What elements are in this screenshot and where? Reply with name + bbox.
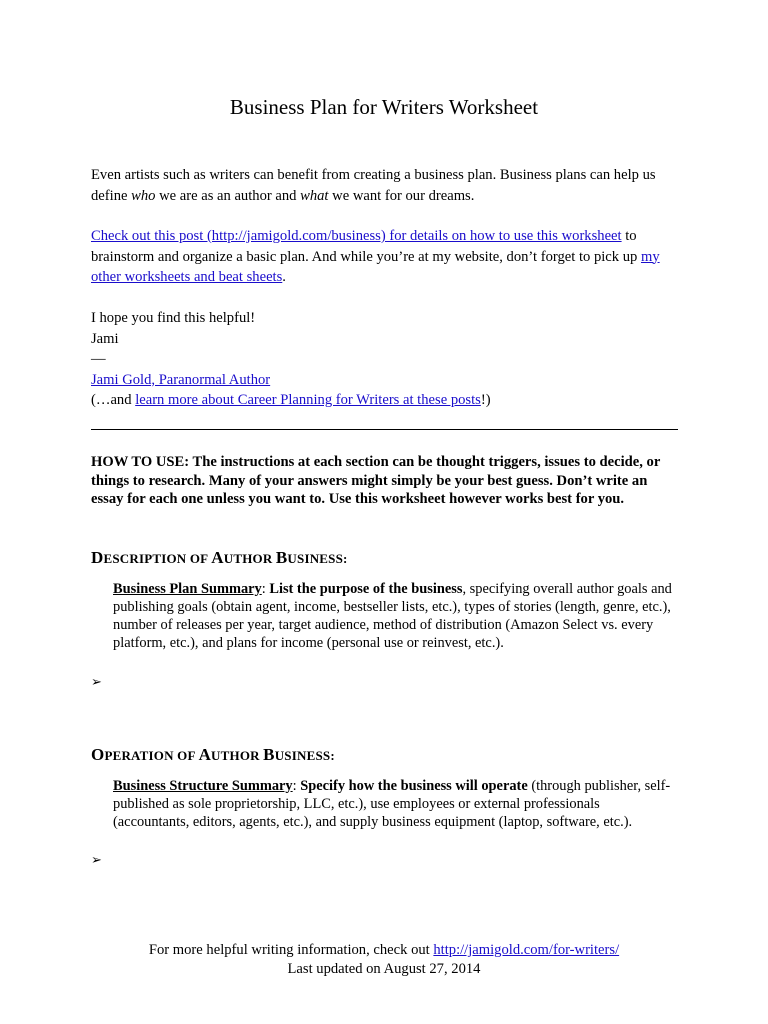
business-structure-summary bbox=[113, 777, 673, 831]
more-text-end: !) bbox=[480, 392, 491, 408]
links-text-mid: to brainstorm and organize a basic plan. And while you’re at my website, don’t forget to pick up bbox=[91, 228, 641, 265]
intro-paragraph bbox=[91, 165, 681, 206]
summary-bold: Specify how the business will operate bbox=[300, 778, 528, 794]
label-colon: : bbox=[292, 778, 301, 794]
for-writers-link[interactable]: http://jamigold.com/for-writers/ bbox=[433, 942, 620, 958]
more-text-start: (…and bbox=[91, 392, 136, 408]
label-colon: : bbox=[261, 581, 270, 597]
how-to-use-instructions: HOW TO USE: The instructions at each section can be thought triggers, issues to decide, or things to research. Many of your answers might simply be your best guess. Don’t write an essay for each one unless you want to. Use this worksheet however works best for you. bbox=[91, 454, 661, 507]
intro-text-mid: we are as an author and bbox=[155, 187, 301, 204]
links-paragraph bbox=[91, 226, 681, 288]
heading-initial: A bbox=[198, 745, 212, 764]
career-planning-link[interactable]: learn more about Career Planning for Writers at these posts bbox=[135, 392, 481, 408]
page-title: Business Plan for Writers Worksheet bbox=[229, 95, 539, 119]
footer-text: For more helpful writing information, check out bbox=[148, 942, 434, 958]
footer bbox=[0, 941, 768, 979]
section-heading-description bbox=[91, 548, 348, 568]
heading-smallcaps: PERATION OF bbox=[104, 748, 199, 763]
business-plan-summary bbox=[113, 580, 673, 652]
summary-label: Business Plan Summary bbox=[113, 581, 262, 597]
business-post-link[interactable]: Check out this post (http://jamigold.com/business) for details on how to use this worksheet bbox=[91, 228, 622, 244]
summary-bold: List the purpose of the business bbox=[269, 581, 463, 597]
heading-initial: B bbox=[263, 745, 275, 764]
summary-text: (through publisher, self-published as sole proprietorship, LLC, etc.), use employees or external professionals (accountants, editors, agents, etc.), and supply business equipment (laptop, software, etc.). bbox=[113, 778, 671, 830]
divider bbox=[91, 429, 678, 430]
summary-text: , specifying overall author goals and publishing goals (obtain agent, income, bestseller lists, etc.), types of stories (length, genre, etc.), number of releases per year, target audience, method of distribution (Amazon Select vs. every platform, etc.), and plans for income (personal use or reinvest, etc.). bbox=[113, 581, 672, 651]
intro-emphasis-what: what bbox=[300, 187, 329, 204]
signoff-name: Jami bbox=[91, 330, 119, 347]
heading-initial: D bbox=[91, 548, 104, 567]
author-link[interactable]: Jami Gold, Paranormal Author bbox=[91, 371, 271, 388]
heading-initial: A bbox=[211, 548, 224, 567]
worksheets-link[interactable]: my other worksheets and beat sheets bbox=[91, 248, 660, 285]
intro-emphasis-who: who bbox=[131, 187, 156, 204]
heading-smallcaps: USINESS: bbox=[287, 551, 348, 566]
heading-smallcaps: ESCRIPTION OF bbox=[103, 551, 212, 566]
last-updated: Last updated on August 27, 2014 bbox=[287, 961, 481, 977]
signoff bbox=[91, 308, 681, 411]
intro-text-start: Even artists such as writers can benefit from creating a business plan. Business plans can help us define bbox=[91, 167, 656, 204]
heading-smallcaps: UTHOR bbox=[223, 551, 276, 566]
answer-bullet-icon[interactable]: ➢ bbox=[91, 674, 102, 689]
intro-text-end: we want for our dreams. bbox=[328, 187, 475, 204]
answer-bullet-icon[interactable]: ➢ bbox=[91, 852, 102, 867]
heading-smallcaps: USINESS: bbox=[274, 748, 335, 763]
links-text-end: . bbox=[282, 269, 286, 285]
signoff-dash: — bbox=[91, 351, 106, 367]
heading-initial: O bbox=[91, 745, 105, 764]
signoff-hope: I hope you find this helpful! bbox=[91, 310, 256, 326]
heading-initial: B bbox=[275, 548, 288, 567]
heading-smallcaps: UTHOR bbox=[211, 748, 264, 763]
more-line bbox=[91, 390, 681, 411]
summary-label: Business Structure Summary bbox=[113, 778, 293, 794]
section-heading-operation bbox=[91, 745, 335, 765]
